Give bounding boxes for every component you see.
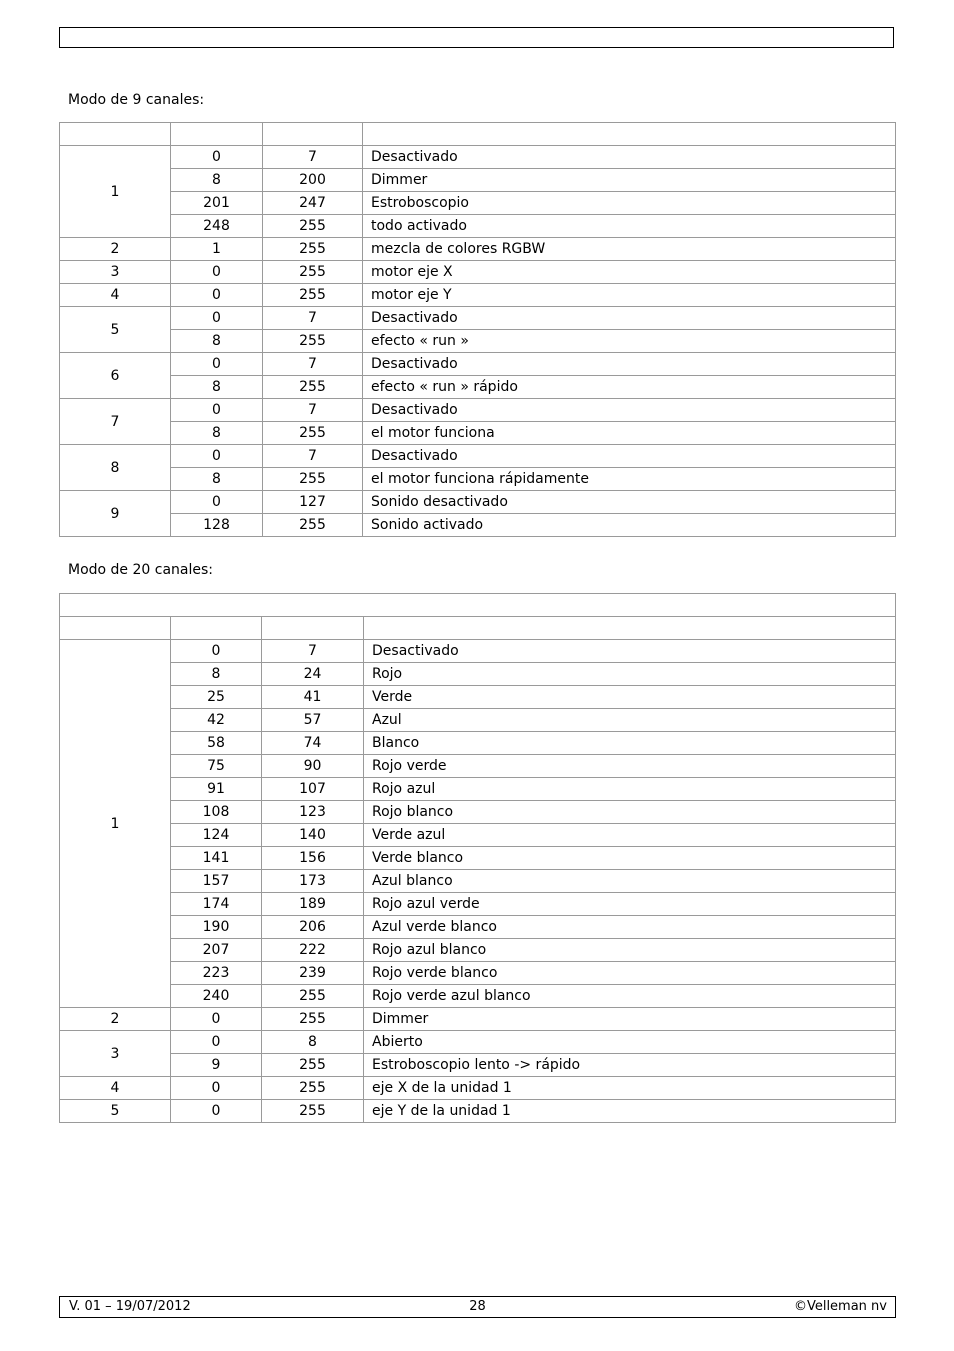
function-description: Desactivado (363, 353, 896, 376)
value-to: 7 (263, 353, 363, 376)
function-description: el motor funciona (363, 422, 896, 445)
value-to: 74 (262, 732, 364, 755)
table-row (60, 939, 896, 962)
value-to: 255 (263, 215, 363, 238)
function-description: Desactivado (363, 146, 896, 169)
table-row (60, 330, 896, 353)
value-from: 0 (171, 399, 263, 422)
value-to: 7 (263, 307, 363, 330)
footer-page-number: 28 (469, 1299, 486, 1314)
channel-number: 8 (60, 445, 171, 491)
value-to: 41 (262, 686, 364, 709)
value-from: 0 (171, 1031, 262, 1054)
table-row (60, 169, 896, 192)
function-description: Verde (364, 686, 896, 709)
table-row (60, 284, 896, 307)
header-function (363, 123, 896, 146)
value-to: 189 (262, 893, 364, 916)
function-description: eje X de la unidad 1 (364, 1077, 896, 1100)
channel-number: 6 (60, 353, 171, 399)
table-row (60, 376, 896, 399)
header-to (263, 123, 363, 146)
value-from: 0 (171, 284, 263, 307)
function-description: Rojo verde blanco (364, 962, 896, 985)
footer-copyright: ©Velleman nv (793, 1299, 887, 1314)
function-description: Rojo azul (364, 778, 896, 801)
page-footer (59, 1296, 896, 1318)
table-row (60, 514, 896, 537)
table-header-row (60, 123, 896, 146)
table-row (60, 870, 896, 893)
function-description: Desactivado (363, 445, 896, 468)
table-row (60, 709, 896, 732)
table-row (60, 1077, 896, 1100)
value-to: 7 (263, 399, 363, 422)
function-description: Desactivado (364, 640, 896, 663)
channel-number: 3 (60, 1031, 171, 1077)
value-from: 157 (171, 870, 262, 893)
value-from: 240 (171, 985, 262, 1008)
table-row (60, 399, 896, 422)
table-caption (60, 594, 896, 617)
channel-number: 2 (60, 1008, 171, 1031)
value-to: 7 (262, 640, 364, 663)
table-row (60, 962, 896, 985)
table-row (60, 686, 896, 709)
value-from: 128 (171, 514, 263, 537)
function-description: Dimmer (364, 1008, 896, 1031)
function-description: Verde azul (364, 824, 896, 847)
value-to: 173 (262, 870, 364, 893)
table-row (60, 192, 896, 215)
value-to: 255 (262, 985, 364, 1008)
value-from: 1 (171, 238, 263, 261)
footer-version: V. 01 – 19/07/2012 (69, 1299, 191, 1314)
function-description: Azul verde blanco (364, 916, 896, 939)
table-row (60, 445, 896, 468)
value-from: 91 (171, 778, 262, 801)
mode20-table (59, 593, 896, 1123)
value-from: 25 (171, 686, 262, 709)
value-to: 107 (262, 778, 364, 801)
value-from: 0 (171, 1008, 262, 1031)
table-caption-row (60, 594, 896, 617)
value-to: 57 (262, 709, 364, 732)
value-from: 0 (171, 640, 262, 663)
value-from: 0 (171, 1077, 262, 1100)
function-description: todo activado (363, 215, 896, 238)
header-to (262, 617, 364, 640)
function-description: Desactivado (363, 307, 896, 330)
value-from: 0 (171, 353, 263, 376)
channel-number: 4 (60, 1077, 171, 1100)
channel-number: 9 (60, 491, 171, 537)
table-row (60, 1008, 896, 1031)
value-to: 255 (263, 376, 363, 399)
channel-number: 4 (60, 284, 171, 307)
value-from: 201 (171, 192, 263, 215)
function-description: Dimmer (363, 169, 896, 192)
function-description: Rojo azul verde (364, 893, 896, 916)
value-to: 206 (262, 916, 364, 939)
table-row (60, 755, 896, 778)
value-to: 90 (262, 755, 364, 778)
value-to: 255 (263, 238, 363, 261)
value-to: 7 (263, 146, 363, 169)
value-from: 190 (171, 916, 262, 939)
table-row (60, 985, 896, 1008)
table-row (60, 238, 896, 261)
value-from: 0 (171, 1100, 262, 1123)
value-to: 127 (263, 491, 363, 514)
value-to: 255 (263, 284, 363, 307)
value-to: 7 (263, 445, 363, 468)
function-description: Rojo blanco (364, 801, 896, 824)
function-description: Rojo azul blanco (364, 939, 896, 962)
table-row (60, 824, 896, 847)
function-description: Abierto (364, 1031, 896, 1054)
table-row (60, 1100, 896, 1123)
value-to: 255 (263, 330, 363, 353)
function-description: Rojo verde azul blanco (364, 985, 896, 1008)
page-header-box (59, 27, 894, 48)
function-description: efecto « run » (363, 330, 896, 353)
value-from: 58 (171, 732, 262, 755)
function-description: Estroboscopio lento -> rápido (364, 1054, 896, 1077)
table-row (60, 640, 896, 663)
table-row (60, 916, 896, 939)
value-from: 8 (171, 376, 263, 399)
channel-number: 1 (60, 640, 171, 1008)
function-description: Azul (364, 709, 896, 732)
table-row (60, 732, 896, 755)
table-row (60, 215, 896, 238)
channel-number: 5 (60, 307, 171, 353)
value-to: 24 (262, 663, 364, 686)
table-row (60, 1031, 896, 1054)
table-row (60, 491, 896, 514)
function-description: motor eje Y (363, 284, 896, 307)
header-channel (60, 617, 171, 640)
value-from: 248 (171, 215, 263, 238)
value-to: 255 (263, 468, 363, 491)
value-to: 255 (263, 422, 363, 445)
header-function (364, 617, 896, 640)
table-row (60, 307, 896, 330)
table-row (60, 847, 896, 870)
table-header-row (60, 617, 896, 640)
value-to: 255 (262, 1008, 364, 1031)
value-to: 255 (262, 1100, 364, 1123)
function-description: efecto « run » rápido (363, 376, 896, 399)
channel-number: 5 (60, 1100, 171, 1123)
table-row (60, 468, 896, 491)
value-to: 255 (263, 261, 363, 284)
function-description: Estroboscopio (363, 192, 896, 215)
value-to: 8 (262, 1031, 364, 1054)
table-row (60, 801, 896, 824)
table-row (60, 261, 896, 284)
function-description: Sonido activado (363, 514, 896, 537)
value-from: 8 (171, 422, 263, 445)
channel-number: 3 (60, 261, 171, 284)
value-from: 124 (171, 824, 262, 847)
table-row (60, 893, 896, 916)
value-to: 239 (262, 962, 364, 985)
value-from: 0 (171, 261, 263, 284)
value-from: 8 (171, 663, 262, 686)
value-to: 255 (262, 1077, 364, 1100)
function-description: motor eje X (363, 261, 896, 284)
table-row (60, 778, 896, 801)
value-to: 255 (263, 514, 363, 537)
function-description: eje Y de la unidad 1 (364, 1100, 896, 1123)
table-row (60, 1054, 896, 1077)
mode20-title: Modo de 20 canales: (68, 562, 214, 578)
function-description: Desactivado (363, 399, 896, 422)
value-from: 0 (171, 445, 263, 468)
value-from: 75 (171, 755, 262, 778)
mode9-title: Modo de 9 canales: (68, 92, 205, 108)
value-from: 141 (171, 847, 262, 870)
value-from: 42 (171, 709, 262, 732)
value-from: 0 (171, 146, 263, 169)
channel-number: 1 (60, 146, 171, 238)
table-row (60, 146, 896, 169)
function-description: Sonido desactivado (363, 491, 896, 514)
value-from: 223 (171, 962, 262, 985)
table-row (60, 422, 896, 445)
value-from: 0 (171, 307, 263, 330)
value-from: 9 (171, 1054, 262, 1077)
value-from: 8 (171, 330, 263, 353)
value-to: 247 (263, 192, 363, 215)
value-to: 123 (262, 801, 364, 824)
value-from: 8 (171, 169, 263, 192)
header-from (171, 617, 262, 640)
function-description: Blanco (364, 732, 896, 755)
header-from (171, 123, 263, 146)
function-description: Rojo verde (364, 755, 896, 778)
table-row (60, 353, 896, 376)
mode9-table (59, 122, 896, 537)
value-to: 222 (262, 939, 364, 962)
value-from: 108 (171, 801, 262, 824)
value-to: 156 (262, 847, 364, 870)
header-channel (60, 123, 171, 146)
function-description: Azul blanco (364, 870, 896, 893)
function-description: el motor funciona rápidamente (363, 468, 896, 491)
table-row (60, 663, 896, 686)
value-from: 174 (171, 893, 262, 916)
function-description: Verde blanco (364, 847, 896, 870)
value-to: 255 (262, 1054, 364, 1077)
channel-number: 7 (60, 399, 171, 445)
function-description: Rojo (364, 663, 896, 686)
value-from: 8 (171, 468, 263, 491)
value-from: 207 (171, 939, 262, 962)
value-to: 140 (262, 824, 364, 847)
function-description: mezcla de colores RGBW (363, 238, 896, 261)
value-to: 200 (263, 169, 363, 192)
value-from: 0 (171, 491, 263, 514)
channel-number: 2 (60, 238, 171, 261)
